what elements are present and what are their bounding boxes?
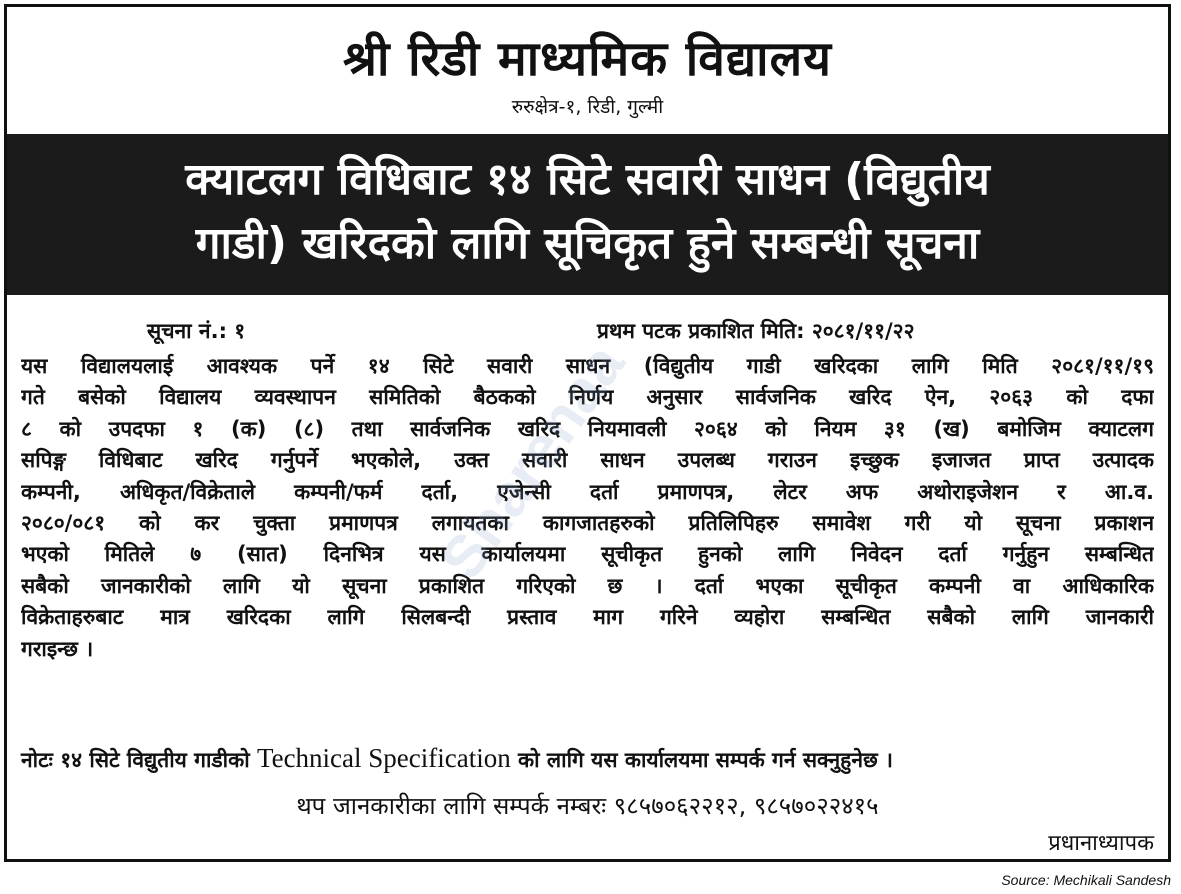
school-address: रुरुक्षेत्र-१, रिडी, गुल्मी: [511, 96, 664, 118]
body-line: भएको मितिले ७ (सात) दिनभित्र यस कार्यालयमा सूचीकृत हुनको लागि निवेदन दर्ता गर्नुहुन सम्बन्धित: [21, 542, 1154, 567]
body-line: गते बसेको विद्यालय व्यवस्थापन समितिको बैठकको निर्णय अनुसार सार्वजनिक खरिद ऐन, २०६३ को दफा: [21, 385, 1154, 410]
body-line: ८ को उपदफा १ (क) (८) तथा सार्वजनिक खरिद नियमावली २०६४ को नियम ३१ (ख) बमोजिम क्याटलग: [21, 416, 1154, 441]
signatory: प्रधानाध्यापक: [1048, 831, 1154, 856]
notice-body: [21, 351, 1154, 665]
source-credit: Source: Mechikali Sandesh: [1001, 872, 1171, 888]
body-line: यस विद्यालयलाई आवश्यक पर्ने १४ सिटे सवारी साधन (विद्युतीय गाडी खरिदका लागि मिति २०८१/११/१९: [21, 354, 1154, 378]
note-line: [21, 743, 1154, 774]
notice-title-banner: [7, 134, 1168, 295]
contact-numbers: थप जानकारीका लागि सम्पर्क नम्बरः ९८५७०६२२१२, ९८५७०२२४१५: [296, 792, 879, 820]
body-line: सबैको जानकारीको लागि यो सूचना प्रकाशित गरिएको छ । दर्ता भएका सूचीकृत कम्पनी वा आधिकारिक: [21, 573, 1154, 598]
banner-title-line-1: क्याटलग विधिबाट १४ सिटे सवारी साधन (विद्युतीय: [185, 154, 990, 205]
body-line: गराइन्छ ।: [21, 636, 94, 661]
published-date: प्रथम पटक प्रकाशित मिति: २०८१/११/२२: [597, 319, 915, 343]
banner-title-line-2: गाडी) खरिदको लागि सूचिकृत हुने सम्बन्धी सूचना: [195, 218, 980, 269]
school-name: श्री रिडी माध्यमिक विद्यालय: [343, 31, 832, 87]
notice-number: सूचना नं.: १: [147, 319, 246, 343]
body-line: सपिङ्ग विधिबाट खरिद गर्नुपर्ने भएकोले, उक्त सवारी साधन उपलब्ध गराउन इच्छुक इजाजत प्राप्त उत्पादक: [21, 448, 1154, 473]
notice-frame: [4, 4, 1171, 862]
body-line: कम्पनी, अधिकृत/विक्रेताले कम्पनी/फर्म दर्ता, एजेन्सी दर्ता प्रमाणपत्र, लेटर अफ अथोराइजेशन र आ.व.: [21, 479, 1154, 504]
note-english-term: Technical Specification: [256, 743, 511, 773]
body-line: २०८०/०८१ को कर चुक्ता प्रमाणपत्र लगायतका कागजातहरुको प्रतिलिपिहरु समावेश गरी यो सूचना प्रकाशन: [21, 511, 1154, 536]
note-prefix: नोटः १४ सिटे विद्युतीय गाडीको: [21, 748, 250, 772]
body-line: विक्रेताहरुबाट मात्र खरिदका लागि सिलबन्दी प्रस्ताव माग गरिने व्यहोरा सम्बन्धित सबैको लागि जानकारी: [21, 605, 1154, 630]
note-suffix: को लागि यस कार्यालयमा सम्पर्क गर्न सक्नुहुनेछ ।: [518, 748, 893, 772]
watermark: Sharenaa: [427, 331, 637, 592]
